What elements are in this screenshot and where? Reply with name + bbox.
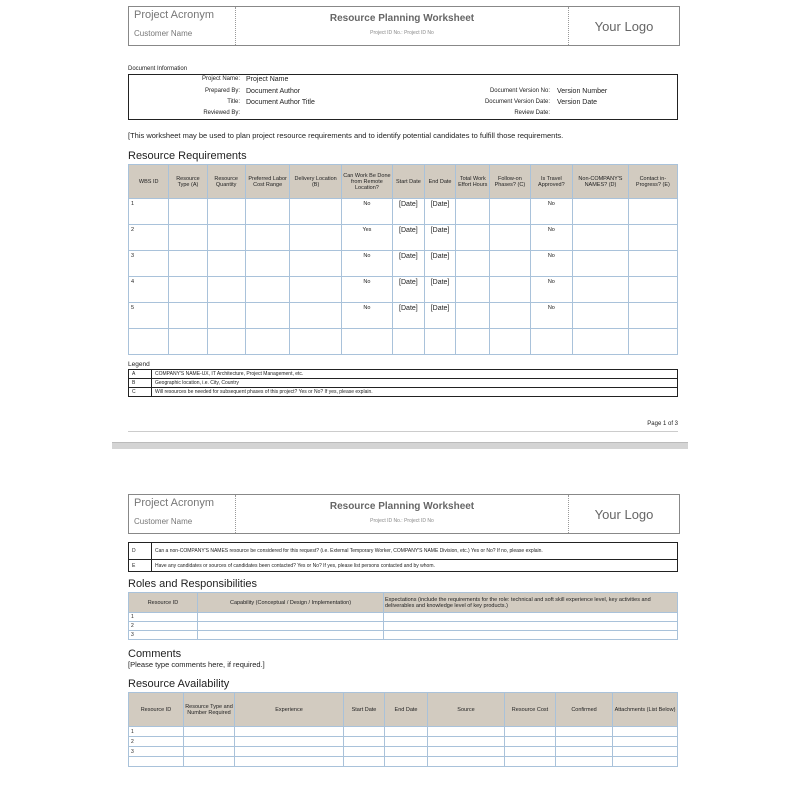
col-header: Resource Quantity (207, 165, 245, 199)
col-header: End Date (424, 165, 456, 199)
col-header: Experience (235, 693, 344, 727)
version-date-value[interactable]: Version Date (557, 99, 598, 106)
col-header: Non-COMPANY'S NAMES? (D) (573, 165, 629, 199)
remote-cell[interactable]: No (341, 277, 392, 303)
version-date-label: Document Version Date: (484, 99, 550, 105)
page-separator (112, 442, 688, 449)
prepared-by-label: Prepared By: (204, 88, 240, 94)
page-1 (128, 6, 680, 432)
wbs-id-cell[interactable]: 2 (129, 225, 169, 251)
end-date-cell[interactable]: [Date] (424, 199, 456, 225)
wbs-id-cell[interactable]: 3 (129, 251, 169, 277)
start-date-cell[interactable]: [Date] (393, 251, 425, 277)
doc-info-box (128, 74, 678, 120)
col-header: Start Date (344, 693, 385, 727)
col-header: Contact in-Progress? (E) (628, 165, 677, 199)
col-header: Total Work Effort Hours (456, 165, 490, 199)
table-row-blank (129, 329, 678, 355)
table-row (129, 613, 678, 622)
col-header: Source (428, 693, 505, 727)
legend-table (128, 369, 678, 397)
table-row (129, 727, 678, 737)
section-title-availability: Resource Availability (128, 678, 230, 690)
legend-key: D (129, 543, 152, 560)
remote-cell[interactable]: Yes (341, 225, 392, 251)
logo-placeholder: Your Logo (594, 18, 654, 34)
page-number: Page 1 of 3 (128, 421, 678, 432)
worksheet-title: Resource Planning Worksheet (329, 13, 475, 24)
start-date-cell[interactable]: [Date] (393, 277, 425, 303)
section-title-requirements: Resource Requirements (128, 150, 247, 162)
project-id: Project ID No.: Project ID No (370, 30, 434, 36)
table-row (129, 622, 678, 631)
resource-id-cell[interactable]: 3 (129, 631, 198, 640)
col-header: Expectations (include the requirements for the role: technical and soft skill experience level, key activities and deliverables and knowledge level of key products.) (384, 593, 678, 613)
legend-table-continued (128, 542, 678, 572)
doc-info-title: Document Information (128, 66, 188, 72)
legend-row (129, 543, 678, 560)
col-header: End Date (385, 693, 428, 727)
page-header (128, 494, 680, 534)
legend-value: Can a non-COMPANY'S NAMES resource be considered for this request? (i.e. External Temporary Worker, COMPANY'S NAME Division, etc.) Yes or No? If no, please explain. (152, 543, 678, 560)
end-date-cell[interactable]: [Date] (424, 277, 456, 303)
logo-placeholder: Your Logo (594, 506, 654, 522)
table-row (129, 225, 678, 251)
table-row (129, 747, 678, 757)
col-header: Confirmed (556, 693, 613, 727)
requirements-table (128, 164, 678, 355)
table-row (129, 251, 678, 277)
start-date-cell[interactable]: [Date] (393, 225, 425, 251)
col-header: Capability (Conceptual / Design / Implementation) (198, 593, 384, 613)
start-date-cell[interactable]: [Date] (393, 199, 425, 225)
page-header (128, 6, 680, 46)
col-header: WBS ID (129, 165, 169, 199)
wbs-id-cell[interactable]: 4 (129, 277, 169, 303)
project-name-value[interactable]: Project Name (246, 76, 289, 83)
end-date-cell[interactable]: [Date] (424, 303, 456, 329)
legend-key: A (129, 370, 152, 379)
travel-cell[interactable]: No (530, 199, 573, 225)
col-header: Start Date (393, 165, 425, 199)
title-label: Title: (227, 99, 240, 105)
resource-id-cell[interactable]: 2 (129, 622, 198, 631)
col-header: Resource ID (129, 593, 198, 613)
legend-value: Geographic location, i.e. City, Country (152, 379, 678, 388)
legend-row (129, 560, 678, 572)
prepared-by-value[interactable]: Document Author (246, 88, 301, 95)
resource-id-cell[interactable]: 3 (129, 747, 184, 757)
col-header: Follow-on Phases? (C) (490, 165, 530, 199)
remote-cell[interactable]: No (341, 199, 392, 225)
legend-key: B (129, 379, 152, 388)
col-header: Preferred Labor Cost Range (245, 165, 290, 199)
table-row-blank (129, 757, 678, 767)
project-acronym: Project Acronym (134, 9, 215, 21)
travel-cell[interactable]: No (530, 303, 573, 329)
resource-id-cell[interactable]: 2 (129, 737, 184, 747)
col-header: Resource Type (A) (169, 165, 207, 199)
resource-id-cell[interactable]: 1 (129, 727, 184, 737)
table-row (129, 303, 678, 329)
legend-key: C (129, 388, 152, 397)
col-header: Is Travel Approved? (530, 165, 573, 199)
wbs-id-cell[interactable]: 5 (129, 303, 169, 329)
col-header: Delivery Location (B) (290, 165, 341, 199)
customer-name: Customer Name (134, 29, 193, 38)
section-title-comments: Comments (128, 648, 182, 660)
travel-cell[interactable]: No (530, 251, 573, 277)
project-acronym: Project Acronym (134, 497, 215, 509)
legend-title: Legend (128, 361, 150, 368)
table-row (129, 737, 678, 747)
legend-row (129, 379, 678, 388)
version-no-label: Document Version No: (489, 88, 550, 94)
legend-row (129, 370, 678, 379)
col-header: Attachments (List Below) (613, 693, 678, 727)
table-row (129, 199, 678, 225)
legend-value: Have any candidates or sources of candidates been contacted? Yes or No? If yes, please list persons contacted and by whom. (152, 560, 678, 572)
title-value[interactable]: Document Author Title (246, 99, 315, 106)
project-name-label: Project Name: (201, 76, 240, 82)
legend-key: E (129, 560, 152, 572)
customer-name: Customer Name (134, 517, 193, 526)
resource-id-cell[interactable]: 1 (129, 613, 198, 622)
travel-cell[interactable]: No (530, 225, 573, 251)
wbs-id-cell[interactable]: 1 (129, 199, 169, 225)
remote-cell[interactable]: No (341, 251, 392, 277)
remote-cell[interactable]: No (341, 303, 392, 329)
col-header: Resource ID (129, 693, 184, 727)
end-date-cell[interactable]: [Date] (424, 225, 456, 251)
comments-text[interactable]: [Please type comments here, if required.] (128, 660, 265, 669)
start-date-cell[interactable]: [Date] (393, 303, 425, 329)
roles-table (128, 592, 678, 640)
availability-table (128, 692, 678, 767)
intro-text: [This worksheet may be used to plan project resource requirements and to identify potential candidates to fulfill those requirements. (128, 131, 564, 140)
legend-value: Will resources be needed for subsequent phases of this project? Yes or No? If yes, please explain. (152, 388, 678, 397)
section-title-roles: Roles and Responsibilities (128, 578, 258, 590)
col-header: Resource Cost (505, 693, 556, 727)
legend-row (129, 388, 678, 397)
legend-value: COMPANY'S NAME-UX, IT Architecture, Project Management, etc. (152, 370, 678, 379)
review-date-label: Review Date: (514, 110, 550, 116)
project-id: Project ID No.: Project ID No (370, 518, 434, 524)
page-2 (128, 494, 680, 767)
table-row (129, 277, 678, 303)
version-no-value[interactable]: Version Number (557, 88, 608, 95)
worksheet-title: Resource Planning Worksheet (329, 501, 475, 512)
reviewed-by-label: Reviewed By: (203, 110, 240, 116)
col-header: Can Work Be Done from Remote Location? (341, 165, 392, 199)
end-date-cell[interactable]: [Date] (424, 251, 456, 277)
table-row (129, 631, 678, 640)
col-header: Resource Type and Number Required (184, 693, 235, 727)
travel-cell[interactable]: No (530, 277, 573, 303)
